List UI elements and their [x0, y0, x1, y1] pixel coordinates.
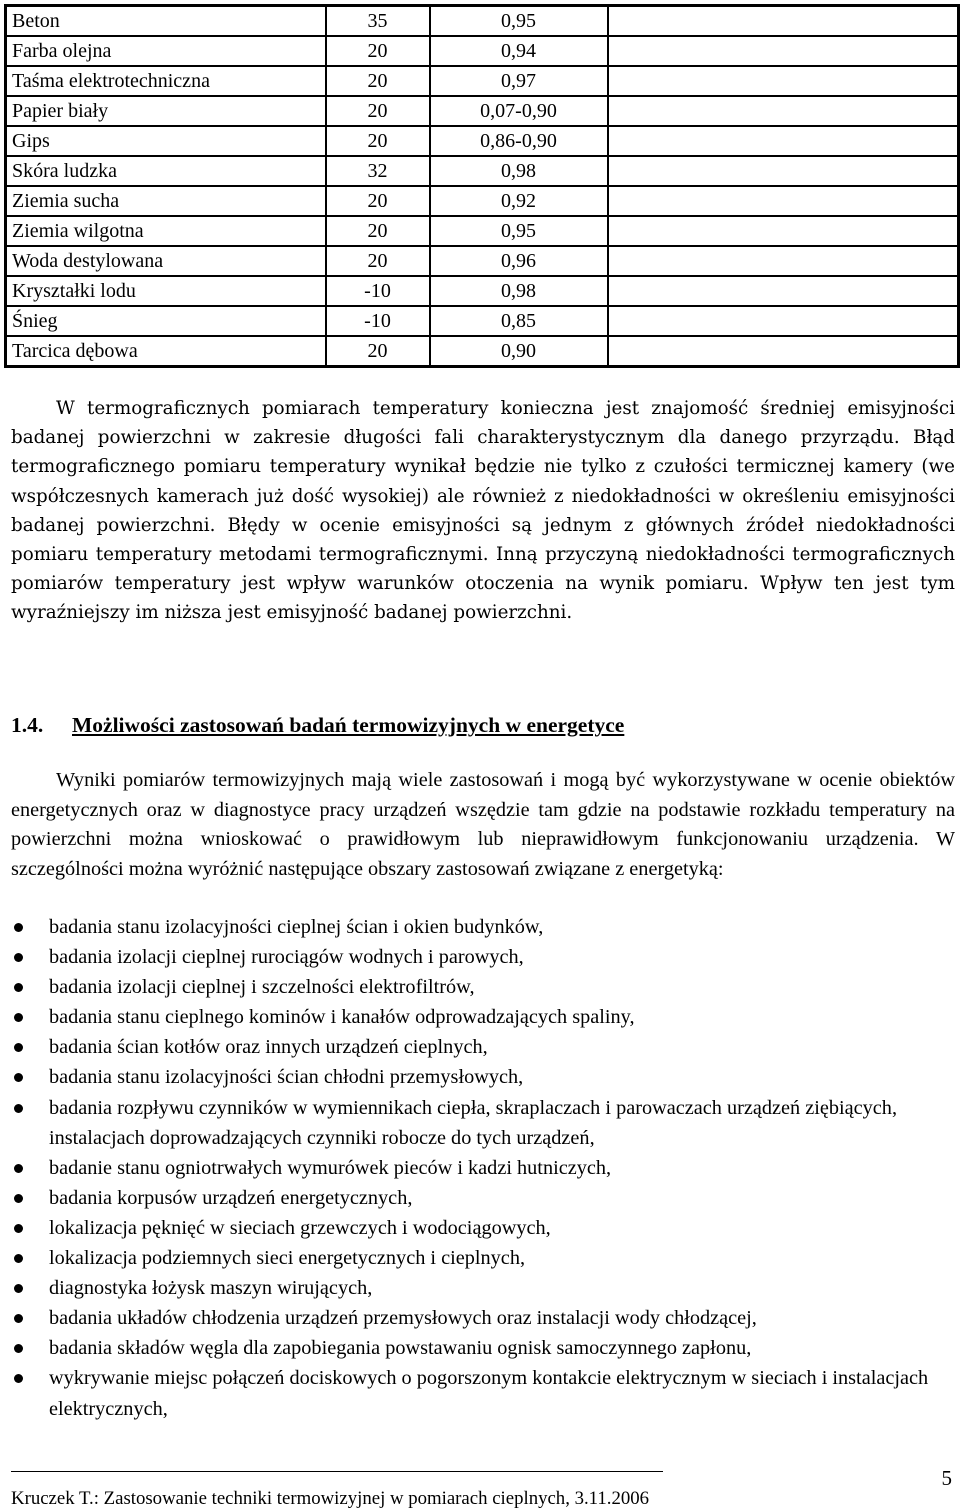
- paragraph-emissivity-text: W termograficznych pomiarach temperatury konieczna jest znajomość średniej emisyjności badanej powierzchni w zakresie długości fali charakterystycznym dla danego przyrządu. Błąd termograficznego pomiaru temperatury wynikał będzie nie tylko z czułości termicznej kamery (we współczesnych kamerach już dość wysokiej) ale również z niedokładności w określeniu emisyjności badanej powierzchni. Błędy w ocenie emisyjności są jednym z głównych źródeł niedokładności pomiaru temperatury metodami termograficznymi. Inną przyczyną niedokładności termograficznych pomiarów temperatury jest wpływ warunków otoczenia na wynik pomiaru. Wpływ ten jest tym wyraźniejszy im niższa jest emisyjność badanej powierzchni.: [11, 398, 955, 624]
- cell-emissivity: 0,95: [430, 216, 608, 246]
- bullet-icon: [14, 923, 23, 932]
- section-heading: [11, 711, 624, 739]
- cell-emissivity: 0,94: [430, 36, 608, 66]
- cell-empty: [608, 336, 959, 367]
- cell-emissivity: 0,92: [430, 186, 608, 216]
- list-item: [11, 972, 955, 1002]
- cell-temperature: 20: [326, 96, 430, 126]
- list-item-text: badania izolacji cieplnej rurociągów wodnych i parowych,: [49, 946, 524, 969]
- list-item: [11, 1333, 955, 1363]
- bullet-icon: [14, 1254, 23, 1263]
- cell-material: Kryształki lodu: [6, 276, 326, 306]
- list-item-text: badania stanu izolacyjności ścian chłodni przemysłowych,: [49, 1066, 524, 1089]
- list-item-text: badania ścian kotłów oraz innych urządzeń cieplnych,: [49, 1036, 488, 1059]
- paragraph-applications-text: Wyniki pomiarów termowizyjnych mają wiele zastosowań i mogą być wykorzystywane w ocenie obiektów energetycznych oraz w diagnostyce pracy urządzeń wszędzie tam gdzie na podstawie rozkładu temperatury na powierzchni można wnioskować o prawidłowym lub nieprawidłowym funkcjonowaniu urządzenia. W szczególności można wyróżnić następujące obszary zastosowań związane z energetyką:: [11, 769, 955, 880]
- list-item-text: badania składów węgla dla zapobiegania powstawaniu ognisk samoczynnego zapłonu,: [49, 1337, 752, 1360]
- list-item: [11, 1093, 955, 1153]
- bullet-icon: [14, 1043, 23, 1052]
- table-row: [6, 246, 959, 276]
- cell-emissivity: 0,07-0,90: [430, 96, 608, 126]
- cell-material: Gips: [6, 126, 326, 156]
- paragraph-emissivity: [11, 394, 955, 628]
- cell-emissivity: 0,95: [430, 6, 608, 37]
- list-item-text: badania korpusów urządzeń energetycznych,: [49, 1186, 413, 1209]
- cell-emissivity: 0,97: [430, 66, 608, 96]
- bullet-icon: [14, 1073, 23, 1082]
- cell-emissivity: 0,98: [430, 276, 608, 306]
- cell-empty: [608, 276, 959, 306]
- table-row: [6, 186, 959, 216]
- table-row: [6, 336, 959, 367]
- cell-empty: [608, 126, 959, 156]
- applications-list: [11, 912, 955, 1424]
- table-row: [6, 6, 959, 37]
- list-item-text: badania układów chłodzenia urządzeń przemysłowych oraz instalacji wody chłodzącej,: [49, 1307, 757, 1330]
- table-row: [6, 66, 959, 96]
- cell-temperature: 20: [326, 36, 430, 66]
- bullet-icon: [14, 1104, 23, 1113]
- list-item-text: badanie stanu ogniotrwałych wymurówek pieców i kadzi hutniczych,: [49, 1156, 612, 1179]
- cell-temperature: -10: [326, 306, 430, 336]
- cell-temperature: 20: [326, 216, 430, 246]
- cell-material: Ziemia sucha: [6, 186, 326, 216]
- cell-empty: [608, 156, 959, 186]
- cell-emissivity: 0,96: [430, 246, 608, 276]
- cell-temperature: 32: [326, 156, 430, 186]
- cell-material: Śnieg: [6, 306, 326, 336]
- list-item: [11, 1032, 955, 1062]
- list-item: [11, 1002, 955, 1032]
- table-row: [6, 216, 959, 246]
- cell-material: Tarcica dębowa: [6, 336, 326, 367]
- page-number: 5: [941, 1466, 952, 1490]
- emissivity-table: [4, 4, 960, 368]
- footnote-divider: [11, 1471, 663, 1472]
- list-item: [11, 1213, 955, 1243]
- bullet-icon: [14, 983, 23, 992]
- list-item-text: badania stanu cieplnego kominów i kanałów odprowadzających spaliny,: [49, 1006, 635, 1029]
- cell-empty: [608, 216, 959, 246]
- list-item: [11, 1303, 955, 1333]
- cell-empty: [608, 306, 959, 336]
- list-item: [11, 912, 955, 942]
- cell-material: Woda destylowana: [6, 246, 326, 276]
- cell-emissivity: 0,90: [430, 336, 608, 367]
- cell-emissivity: 0,86-0,90: [430, 126, 608, 156]
- section-title: Możliwości zastosowań badań termowizyjnych w energetyce: [72, 713, 625, 737]
- bullet-icon: [14, 1194, 23, 1203]
- list-item: [11, 1183, 955, 1213]
- list-item: [11, 1273, 955, 1303]
- cell-material: Taśma elektrotechniczna: [6, 66, 326, 96]
- cell-emissivity: 0,85: [430, 306, 608, 336]
- table-row: [6, 306, 959, 336]
- section-number: 1.4.: [11, 713, 44, 737]
- footer-citation: Kruczek T.: Zastosowanie techniki termowizyjnej w pomiarach cieplnych, 3.11.2006: [11, 1488, 650, 1509]
- list-item: [11, 1363, 955, 1423]
- bullet-icon: [14, 1013, 23, 1022]
- table-row: [6, 156, 959, 186]
- paragraph-applications-intro: [11, 766, 955, 884]
- cell-temperature: 20: [326, 336, 430, 367]
- table-row: [6, 36, 959, 66]
- cell-empty: [608, 66, 959, 96]
- cell-temperature: 20: [326, 246, 430, 276]
- list-item: [11, 1153, 955, 1183]
- list-item-text: lokalizacja podziemnych sieci energetycznych i cieplnych,: [49, 1247, 526, 1270]
- list-item-text: diagnostyka łożysk maszyn wirujących,: [49, 1277, 373, 1300]
- cell-empty: [608, 246, 959, 276]
- list-item-text: badania rozpływu czynników w wymiennikach ciepła, skraplaczach i parowaczach urządzeń ziębiących, instalacjach doprowadzających czynniki robocze do tych urządzeń,: [49, 1096, 898, 1149]
- cell-empty: [608, 96, 959, 126]
- bullet-icon: [14, 953, 23, 962]
- table-row: [6, 276, 959, 306]
- bullet-icon: [14, 1344, 23, 1353]
- list-item-text: lokalizacja pęknięć w sieciach grzewczych i wodociągowych,: [49, 1216, 551, 1239]
- list-item: [11, 1243, 955, 1273]
- cell-empty: [608, 36, 959, 66]
- list-item: [11, 942, 955, 972]
- table-row: [6, 96, 959, 126]
- bullet-icon: [14, 1314, 23, 1323]
- bullet-icon: [14, 1164, 23, 1173]
- cell-temperature: 20: [326, 126, 430, 156]
- cell-emissivity: 0,98: [430, 156, 608, 186]
- cell-empty: [608, 186, 959, 216]
- cell-material: Beton: [6, 6, 326, 37]
- cell-material: Ziemia wilgotna: [6, 216, 326, 246]
- cell-material: Skóra ludzka: [6, 156, 326, 186]
- list-item: [11, 1062, 955, 1092]
- cell-temperature: 20: [326, 66, 430, 96]
- list-item-text: badania stanu izolacyjności cieplnej ścian i okien budynków,: [49, 916, 544, 938]
- bullet-icon: [14, 1374, 23, 1383]
- table-row: [6, 126, 959, 156]
- list-item-text: wykrywanie miejsc połączeń dociskowych o pogorszonym kontakcie elektrycznym w sieciach i instalacjach elektrycznych,: [49, 1367, 929, 1420]
- cell-material: Papier biały: [6, 96, 326, 126]
- cell-empty: [608, 6, 959, 37]
- cell-temperature: 20: [326, 186, 430, 216]
- cell-material: Farba olejna: [6, 36, 326, 66]
- bullet-icon: [14, 1224, 23, 1233]
- bullet-icon: [14, 1284, 23, 1293]
- cell-temperature: -10: [326, 276, 430, 306]
- list-item-text: badania izolacji cieplnej i szczelności elektrofiltrów,: [49, 976, 475, 999]
- emissivity-table-body: [6, 6, 959, 367]
- cell-temperature: 35: [326, 6, 430, 37]
